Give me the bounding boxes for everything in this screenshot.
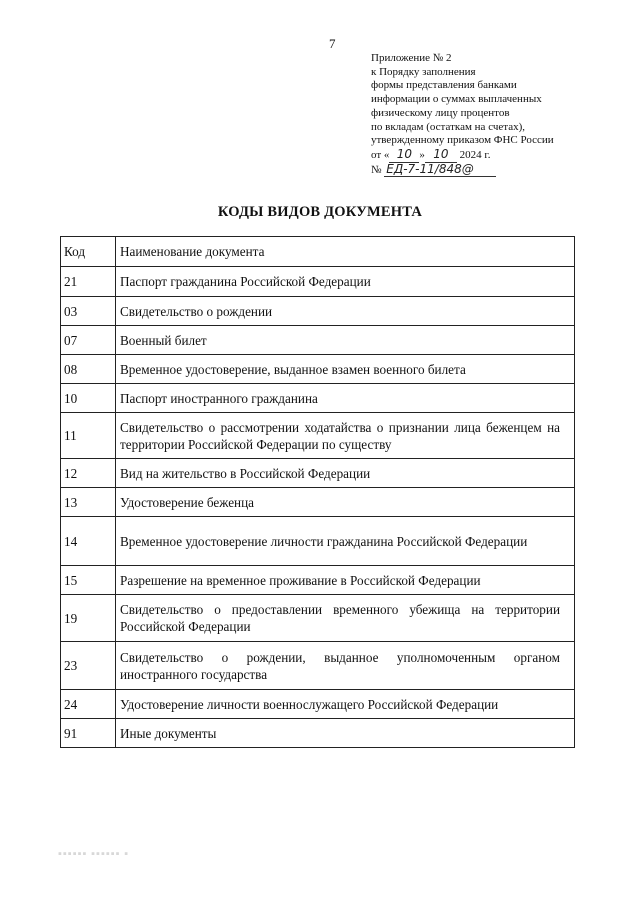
- date-year: 2024 г.: [459, 148, 491, 161]
- approval-line: Приложение № 2: [371, 52, 452, 64]
- row-name: Паспорт иностранного гражданина: [116, 384, 575, 413]
- row-name: Иные документы: [116, 719, 575, 748]
- number-prefix: №: [371, 163, 382, 176]
- row-name: Удостоверение беженца: [116, 488, 575, 517]
- handwritten-day: 10: [389, 148, 419, 163]
- table-row: [61, 297, 575, 326]
- row-name: Свидетельство о рассмотрении ходатайства о признании лица беженцем на территории Российской Федерации по существу: [116, 413, 575, 459]
- handwritten-order-number: ЕД-7-11/848@: [384, 163, 496, 178]
- table-row: [61, 326, 575, 355]
- row-code: 23: [61, 642, 116, 690]
- table-row: [61, 595, 575, 642]
- row-name: Временное удостоверение личности гражданина Российской Федерации: [116, 517, 575, 566]
- table-row: [61, 517, 575, 566]
- row-name: Вид на жительство в Российской Федерации: [116, 459, 575, 488]
- header-name: Наименование документа: [116, 237, 575, 267]
- row-name: Удостоверение личности военнослужащего Российской Федерации: [116, 690, 575, 719]
- table-row: [61, 459, 575, 488]
- table-row: [61, 690, 575, 719]
- table-header-row: [61, 237, 575, 267]
- row-code: 21: [61, 267, 116, 297]
- header-code: Код: [61, 237, 116, 267]
- table-row: [61, 355, 575, 384]
- approval-date-line: [371, 148, 601, 163]
- row-code: 15: [61, 566, 116, 595]
- row-code: 19: [61, 595, 116, 642]
- faint-scan-mark: ▪▪▪▪▪▪ ▪▪▪▪▪▪ ▪: [58, 848, 130, 860]
- table-row: [61, 384, 575, 413]
- approval-line: физическому лицу процентов: [371, 106, 510, 119]
- approval-line: по вкладам (остаткам на счетах),: [371, 120, 526, 133]
- row-name: Временное удостоверение, выданное взамен военного билета: [116, 355, 575, 384]
- row-name: Свидетельство о предоставлении временного убежища на территории Российской Федерации: [116, 595, 575, 642]
- approval-line: утвержденному приказом ФНС России: [371, 134, 554, 147]
- row-code: 12: [61, 459, 116, 488]
- row-code: 24: [61, 690, 116, 719]
- table-row: [61, 413, 575, 459]
- table-row: [61, 719, 575, 748]
- document-title: КОДЫ ВИДОВ ДОКУМЕНТА: [217, 204, 423, 220]
- row-code: 11: [61, 413, 116, 459]
- row-name: Свидетельство о рождении: [116, 297, 575, 326]
- document-codes-table: [60, 236, 575, 748]
- row-code: 07: [61, 326, 116, 355]
- row-code: 14: [61, 517, 116, 566]
- approval-number-line: [371, 163, 601, 178]
- approval-block: [371, 52, 601, 177]
- table-row: [61, 488, 575, 517]
- approval-line: формы представления банками: [371, 79, 517, 92]
- table-row: [61, 267, 575, 297]
- approval-line: информации о суммах выплаченных: [371, 93, 542, 106]
- date-prefix: от «: [371, 148, 390, 161]
- approval-line: к Порядку заполнения: [371, 65, 476, 78]
- row-name: Разрешение на временное проживание в Российской Федерации: [116, 566, 575, 595]
- row-name: Свидетельство о рождении, выданное уполномоченным органом иностранного государства: [116, 642, 575, 690]
- table-row: [61, 642, 575, 690]
- row-code: 91: [61, 719, 116, 748]
- row-name: Военный билет: [116, 326, 575, 355]
- row-code: 13: [61, 488, 116, 517]
- row-code: 08: [61, 355, 116, 384]
- row-code: 03: [61, 297, 116, 326]
- row-name: Паспорт гражданина Российской Федерации: [116, 267, 575, 297]
- table-row: [61, 566, 575, 595]
- date-mid: »: [419, 148, 425, 161]
- handwritten-month: 10: [425, 148, 457, 163]
- row-code: 10: [61, 384, 116, 413]
- page-number: 7: [329, 36, 336, 51]
